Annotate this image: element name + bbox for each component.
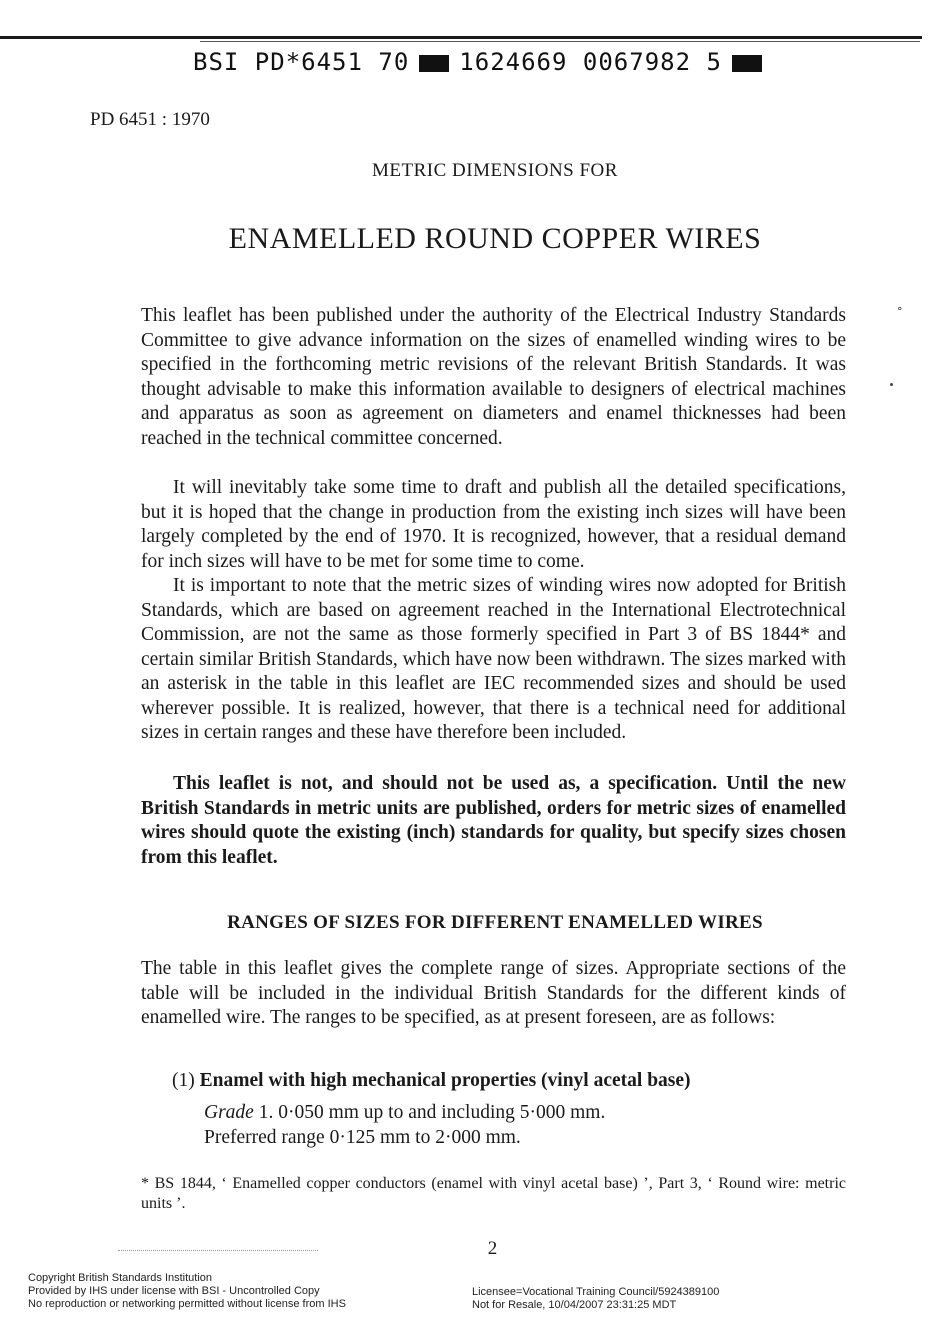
paragraph-text: This leaflet is not, and should not be used as, a specification. Until the new British Standards in metric units are published, orders for metric sizes of enamelled wires should quote the existing (inch) standards for quality, but specify sizes chosen from this leaflet. — [141, 773, 846, 868]
paragraph-timeline — [141, 476, 846, 574]
footer-copyright — [28, 1272, 346, 1311]
list-item — [172, 1070, 691, 1092]
code-left: BSI PD*6451 70 — [193, 48, 410, 76]
grade-label: Grade — [204, 1102, 254, 1123]
preferred-range: Preferred range 0·125 mm to 2·000 mm. — [204, 1127, 521, 1148]
paragraph-text: It is important to note that the metric sizes of winding wires now adopted for British Standards, which are based on agreement reached in the International Electrotechnical Commission, are not the same as those formerly specified in Part 3 of BS 1844* and certain similar British Standards, which have now been withdrawn. The sizes marked with an asterisk in the table in this leaflet are IEC recommended sizes and should be used wherever possible. It is realized, however, that there is a technical need for additional sizes in certain ranges and these have therefore been included. — [141, 575, 846, 743]
paragraph-text: The table in this leaflet gives the complete range of sizes. Appropriate sections of the table will be included in the individual British Standards for the different kinds of enamelled wire. The ranges to be specified, as at present foreseen, are as follows: — [141, 958, 846, 1028]
footer-line: Licensee=Vocational Training Council/5924389100 — [472, 1286, 720, 1298]
paragraph-iec-note — [141, 574, 846, 746]
paragraph-text: This leaflet has been published under the authority of the Electrical Industry Standards Committee to give advance information on the sizes of enamelled winding wires to be specified in the forthcoming metric revisions of the relevant British Standards. It was thought advisable to make this information available to designers of electrical machines and apparatus as soon as agreement on diameters and enamel thicknesses had been reached in the technical committee concerned. — [141, 305, 846, 449]
footnote: * BS 1844, ‘ Enamelled copper conductors (enamel with vinyl acetal base) ’, Part 3, ‘ Round wire: metric units ’. — [141, 1175, 846, 1212]
list-number: (1) — [172, 1070, 195, 1091]
page-number: 2 — [487, 1238, 498, 1259]
scan-speck-icon: ° — [897, 305, 903, 318]
footer-line: Provided by IHS under license with BSI - Uncontrolled Copy — [28, 1285, 320, 1297]
paragraph-ranges — [141, 957, 846, 1031]
block-mark-icon — [732, 55, 762, 72]
code-mid: 1624669 0067982 5 — [459, 48, 722, 76]
document-code-header — [193, 48, 833, 78]
footer-line: Copyright British Standards Institution — [28, 1272, 213, 1284]
publication-number: PD 6451 : 1970 — [90, 109, 210, 130]
grade-details — [204, 1100, 605, 1150]
paragraph-text: It will inevitably take some time to draft and publish all the detailed specifications, but it is hoped that the change in production from the existing inch sizes will have been largely completed by the end of 1970. It is recognized, however, that a residual demand for inch sizes will have to be met for some time to come. — [141, 477, 846, 572]
list-heading: Enamel with high mechanical properties (vinyl acetal base) — [199, 1070, 691, 1091]
document-title: ENAMELLED ROUND COPPER WIRES — [228, 222, 762, 255]
block-mark-icon — [419, 55, 449, 72]
scan-dot-icon — [890, 383, 893, 386]
footer-line: No reproduction or networking permitted without license from IHS — [28, 1298, 346, 1310]
grade-text: 1. 0·050 mm up to and including 5·000 mm. — [258, 1102, 606, 1123]
paragraph-warning — [141, 772, 846, 870]
document-subtitle: METRIC DIMENSIONS FOR — [372, 160, 618, 181]
footer-line: Not for Resale, 10/04/2007 23:31:25 MDT — [472, 1299, 677, 1311]
footer-license — [472, 1286, 719, 1312]
top-rule-thin — [200, 41, 920, 42]
section-heading: RANGES OF SIZES FOR DIFFERENT ENAMELLED WIRES — [227, 912, 763, 933]
grade-line — [204, 1100, 605, 1125]
paragraph-intro — [141, 304, 846, 451]
top-rule — [0, 36, 922, 39]
